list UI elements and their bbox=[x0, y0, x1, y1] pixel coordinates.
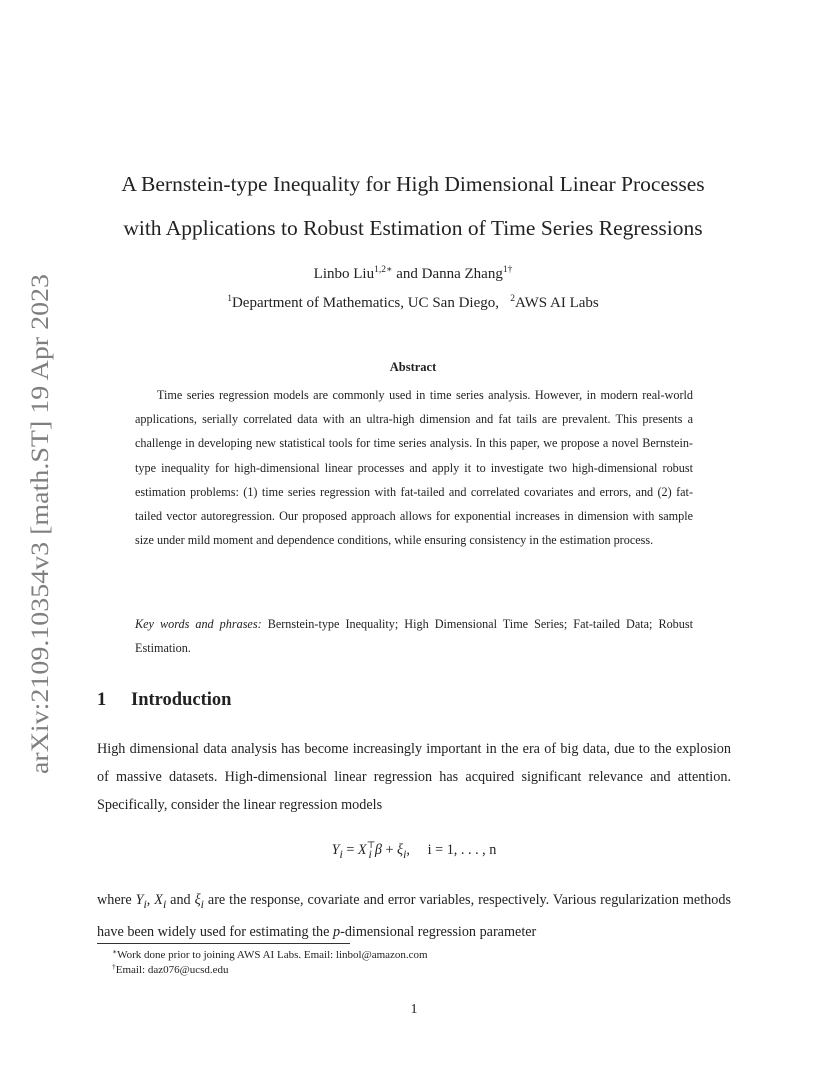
eq-subscript: i bbox=[339, 846, 343, 861]
eq-operator: = bbox=[342, 842, 358, 858]
section-number: 1 bbox=[97, 690, 107, 710]
text-run: -dimensional regression parameter bbox=[340, 923, 537, 940]
section-title: Introduction bbox=[131, 690, 232, 710]
affiliations bbox=[90, 295, 736, 312]
author-conjunction: and bbox=[392, 266, 422, 282]
math-subscript: i bbox=[162, 896, 167, 911]
footnote bbox=[112, 948, 732, 963]
eq-var: ξ bbox=[397, 842, 404, 858]
text-run: where bbox=[97, 892, 136, 908]
title-line-1: A Bernstein-type Inequality for High Dimensional Linear Processes bbox=[121, 172, 705, 196]
math-var: ξ bbox=[194, 892, 201, 908]
eq-range: , i = 1, . . . , n bbox=[406, 842, 497, 858]
footnote bbox=[112, 963, 732, 978]
author-name: Linbo Liu bbox=[313, 266, 375, 282]
footnote-text: Email: daz076@ucsd.edu bbox=[115, 964, 229, 976]
keywords bbox=[135, 612, 693, 660]
affiliation: Department of Mathematics, UC San Diego, bbox=[231, 295, 499, 311]
arxiv-stamp-text: arXiv:2109.10354v3 [math.ST] 19 Apr 2023 bbox=[25, 317, 54, 774]
affiliation-mark: 1 bbox=[227, 294, 232, 304]
author-list bbox=[90, 266, 736, 283]
footnote-mark: † bbox=[112, 962, 116, 971]
math-subscript: i bbox=[143, 896, 147, 911]
text-run: are the response, covariate and error variables, respectively. Various regularization methods have been widely used for estimating the bbox=[97, 892, 735, 940]
math-subscript: i bbox=[200, 896, 204, 911]
author-affil-marks: 1,2∗ bbox=[374, 265, 393, 275]
keywords-label: Key words and phrases: bbox=[135, 617, 262, 631]
author-affil-marks: 1† bbox=[502, 265, 513, 275]
eq-var: Y bbox=[331, 842, 340, 858]
eq-subscript: i bbox=[368, 846, 372, 861]
math-var: X bbox=[154, 892, 163, 908]
eq-transpose: ⊤ bbox=[366, 841, 376, 851]
eq-subscript: i bbox=[403, 846, 407, 861]
text-run: , bbox=[146, 892, 155, 908]
author-name: Danna Zhang bbox=[421, 266, 503, 282]
eq-var: X bbox=[357, 842, 367, 858]
regression-equation bbox=[97, 842, 731, 862]
footnote-text: Work done prior to joining AWS AI Labs. Email: linbol@amazon.com bbox=[117, 949, 428, 961]
intro-paragraph: High dimensional data analysis has become increasingly important in the era of big data, due to the explosion of massive datasets. High-dimensional linear regression has acquired significant relevance and attention. Specifically, consider the linear regression models bbox=[97, 741, 731, 813]
title-line-2: with Applications to Robust Estimation of Time Series Regressions bbox=[123, 216, 703, 240]
eq-var: β bbox=[374, 842, 382, 858]
text-run: and bbox=[166, 892, 195, 908]
abstract-text: Time series regression models are commonly used in time series analysis. However, in modern real-world applications, serially correlated data with an ultra-high dimension and fat tails are prevalent. This presents a challenge in developing new statistical tools for time series analysis. In this paper, we propose a novel Bernstein-type inequality for high-dimensional linear processes and apply it to investigate two high-dimensional robust estimation problems: (1) time series regression with fat-tailed and correlated covariates and errors, and (2) fat-tailed vector autoregression. Our proposed approach allows for exponential increases in dimension with sample size under mild moment and dependence conditions, while ensuring consistency in the estimation process. bbox=[135, 388, 693, 548]
footnote-mark: ∗ bbox=[112, 947, 118, 956]
section-heading bbox=[97, 690, 231, 711]
math-var: Y bbox=[135, 892, 144, 908]
footnote-divider bbox=[97, 943, 350, 944]
paper-title bbox=[90, 162, 736, 250]
eq-operator: + bbox=[381, 842, 398, 858]
keywords-text: Bernstein-type Inequality; High Dimensional Time Series; Fat-tailed Data; Robust Estimation. bbox=[135, 617, 693, 655]
footnotes bbox=[112, 948, 732, 978]
intro-paragraph-2 bbox=[97, 886, 735, 946]
affiliation: AWS AI Labs bbox=[514, 295, 599, 311]
abstract-heading: Abstract bbox=[389, 360, 437, 374]
page-number: 1 bbox=[410, 1002, 418, 1017]
math-var: p bbox=[333, 923, 341, 940]
affiliation-mark: 2 bbox=[510, 294, 515, 304]
arxiv-stamp bbox=[14, 270, 58, 775]
